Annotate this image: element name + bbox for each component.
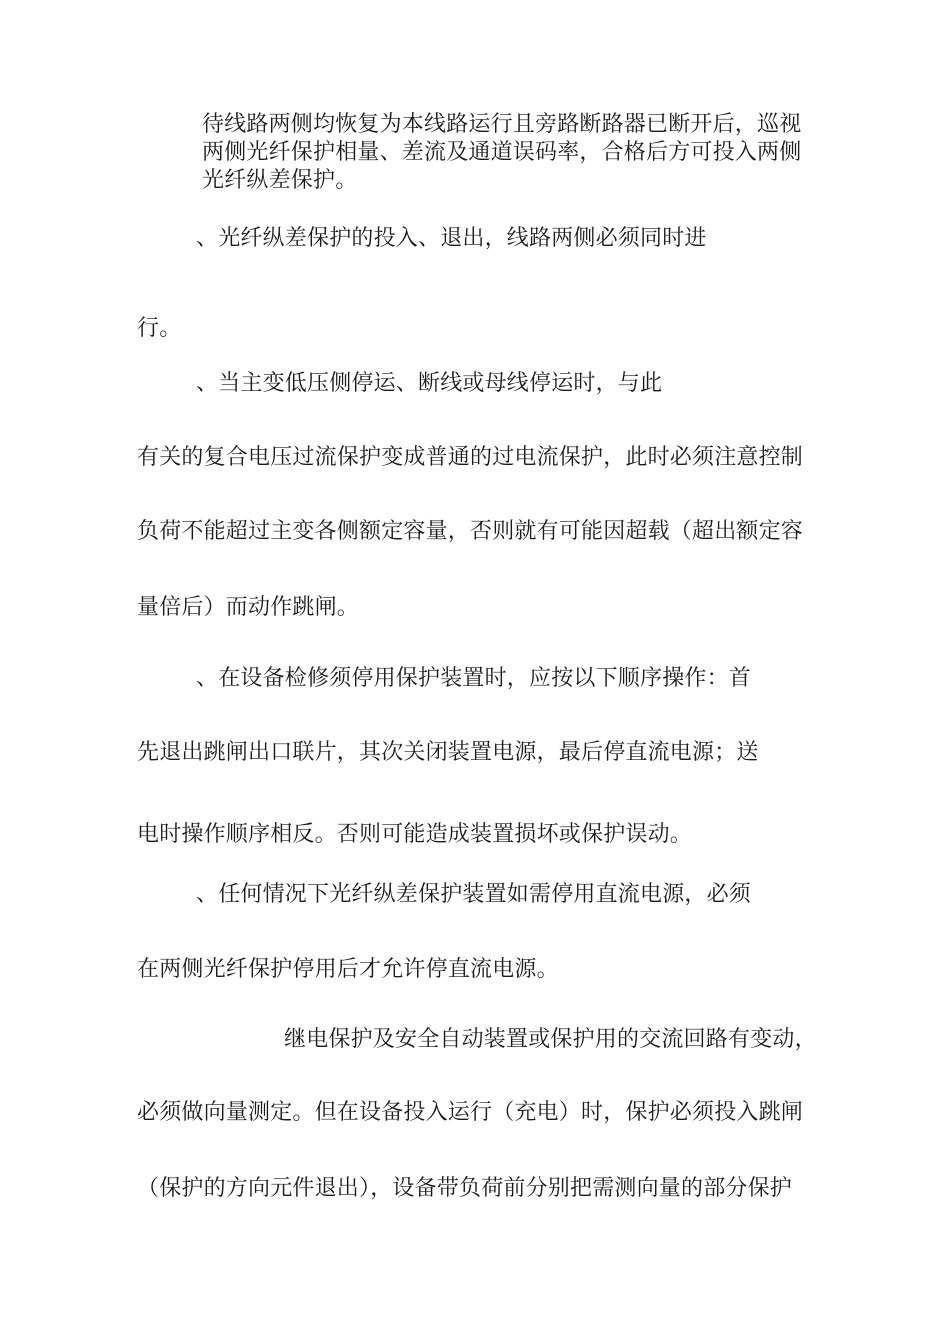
text-line: 有关的复合电压过流保护变成普通的过电流保护，此时必须注意控制 — [137, 445, 804, 470]
text-line: 、在设备检修须停用保护装置时，应按以下顺序操作：首 — [196, 666, 752, 691]
text-line: 量倍后）而动作跳闸。 — [137, 595, 360, 620]
text-line: 、光纤纵差保护的投入、退出，线路两侧必须同时进 — [196, 226, 707, 251]
text-line: 、当主变低压侧停运、断线或母线停运时，与此 — [196, 371, 663, 396]
text-line: 继电保护及安全自动装置或保护用的交流回路有变动， — [284, 1027, 817, 1052]
text-line: 行。 — [137, 316, 182, 341]
text-line: 、任何情况下光纤纵差保护装置如需停用直流电源，必须 — [196, 882, 752, 907]
text-line: （保护的方向元件退出），设备带负荷前分别把需测向量的部分保护 — [137, 1176, 793, 1201]
text-line: 电时操作顺序相反。否则可能造成装置损坏或保护误动。 — [137, 822, 693, 847]
text-line: 光纤纵差保护。 — [202, 168, 358, 193]
text-line: 负荷不能超过主变各侧额定容量，否则就有可能因超载（超出额定容 — [137, 519, 804, 544]
text-line: 必须做向量测定。但在设备投入运行（充电）时，保护必须投入跳闸 — [137, 1100, 804, 1125]
text-line: 先退出跳闸出口联片，其次关闭装置电源，最后停直流电源；送 — [137, 740, 759, 765]
text-line: 两侧光纤保护相量、差流及通道误码率，合格后方可投入两侧 — [202, 140, 802, 165]
text-line: 待线路两侧均恢复为本线路运行且旁路断路器已断开后，巡视 — [202, 112, 802, 137]
text-line: 在两侧光纤保护停用后才允许停直流电源。 — [137, 957, 559, 982]
